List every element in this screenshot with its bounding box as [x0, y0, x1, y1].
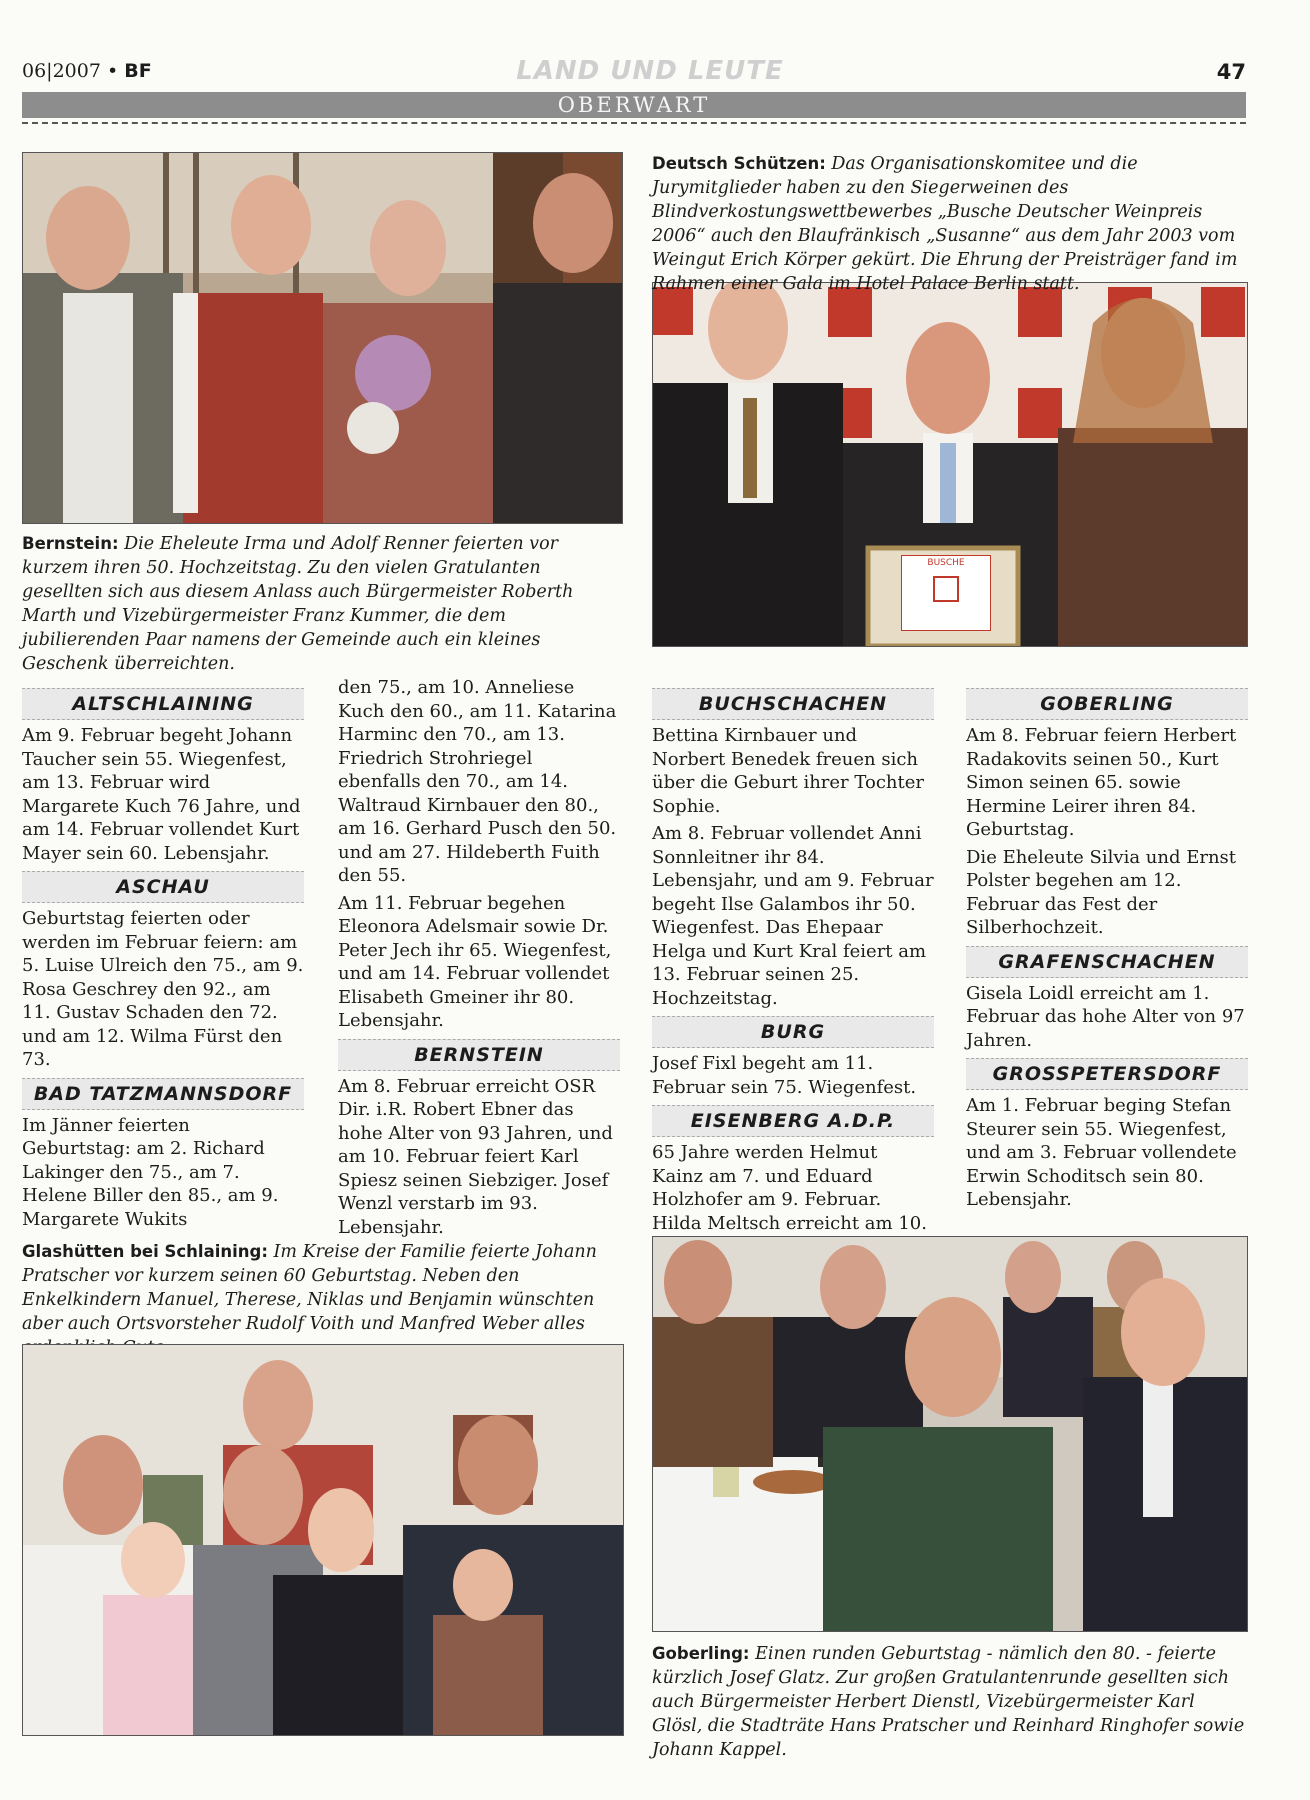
caption-text: Im Kreise der Familie feierte Johann Pratscher vor kurzem seinen 60 Geburtstag. Neben den Enkelkindern Manuel, Therese, Niklas und Benjamin wünschten aber auch Ortsvorsteher Rudolf Voith und Manfred Weber alles	[22, 1242, 597, 1334]
section-text-burg: Josef Fixl begeht am 11. Februar sein 75. Wiegenfest.	[652, 1053, 917, 1098]
section-text-bad-tatzmannsdorf-a: Im Jänner feierten Geburtstag: am 2. Richard Lakinger den 75., am 7. Helene Biller den 85., am 9. Margarete Wukits	[22, 1114, 279, 1230]
section-heading-buchschachen: BUCHSCHACHEN	[652, 688, 934, 720]
caption-text: Das Organisationskomitee und die Jurymitglieder haben zu den Siegerweinen des Blindverkostungswettbewerbes „Busche Deutscher Weinpreis 2006“ auch den Blaufränkisch „Susanne“ aus dem Jahr 2003 vom Weingut Erich Körper gekürt. Die Ehrung der Preisträger fand im Rahmen einer Gala im Hotel Palace Berlin statt.	[652, 154, 1238, 294]
caption-glashuetten	[22, 1240, 626, 1360]
photo-glashuetten-family	[22, 1344, 624, 1736]
caption-location: Bernstein:	[22, 534, 119, 553]
photo-bernstein-couple-image	[23, 153, 622, 523]
section-heading-bernstein: BERNSTEIN	[338, 1039, 620, 1071]
caption-location: Goberling:	[652, 1644, 750, 1663]
column-1	[22, 682, 304, 1235]
section-text-bad-tatzmannsdorf-b: den 75., am 10. Anneliese Kuch den 60., am 11. Katarina Harminc den 70., am 13. Friedrich Strohriegel ebenfalls den 70., am 14. Waltraud Kirnbauer den 80., am 16. Gerhard Pusch den 50. und am 27. Hildeberth Fuith den 55.	[338, 677, 617, 886]
section-heading-goberling: GOBERLING	[966, 688, 1248, 720]
caption-text: Die Eheleute Irma und Adolf Renner feierten vor kurzem ihren 50. Hochzeitstag. Zu den vielen Gratulanten gesellten sich aus diesem Anlass auch Bürgermeister Roberth Marth und Vizebürgermeister Franz Kummer, die dem jubilierenden Paar namens der Gemeinde auch ein kleines Geschenk überreichten.	[22, 534, 574, 674]
photo-goberling-group-image	[653, 1237, 1247, 1631]
section-text-altschlaining: Am 9. Februar begeht Johann Taucher sein 55. Wiegenfest, am 13. Februar wird Margarete Kuch 76 Jahre, und am 14. Februar vollendet Kurt Mayer sein 60. Lebensjahr.	[22, 725, 301, 864]
section-heading-burg: BURG	[652, 1016, 934, 1048]
section-heading-grosspetersdorf: GROSSPETERSDORF	[966, 1058, 1248, 1090]
magazine-name: BF	[124, 60, 152, 82]
section-text-bernstein: Am 8. Februar erreicht OSR Dir. i.R. Robert Ebner das hohe Alter von 93 Jahren, und am 10. Februar feiert Karl Spiesz seinen Siebziger. Josef Wenzl verstarb im 93. Lebensjahr.	[338, 1075, 613, 1238]
photo-bernstein-couple	[22, 152, 623, 524]
section-heading-aschau: ASCHAU	[22, 871, 304, 903]
caption-goberling	[652, 1642, 1246, 1762]
section-text-aschau: Geburtstag feierten oder werden im Februar feiern: am 5. Luise Ulreich den 75., am 9. Rosa Geschrey den 92., am 11. Gustav Schaden den 72. und am 12. Wilma Fürst den 73.	[22, 908, 304, 1070]
caption-bernstein	[22, 532, 622, 676]
section-text-grafenschachen: Gisela Loidl erreicht am 1. Februar das hohe Alter von 97 Jahren.	[966, 982, 1245, 1051]
issue-label	[22, 60, 152, 82]
busche-certificate-logo	[901, 555, 991, 631]
column-3	[652, 682, 934, 1263]
page-number: 47	[1216, 60, 1246, 84]
region-title: OBERWART	[557, 93, 711, 117]
caption-deutsch-schuetzen	[652, 152, 1246, 296]
busche-logo-mark	[933, 576, 959, 602]
section-text-bad-tatzmannsdorf-c: Am 11. Februar begehen Eleonora Adelsmair sowie Dr. Peter Jech ihr 65. Wiegenfest, und am 14. Februar vollendet Elisabeth Gmeiner ihr 80. Lebensjahr.	[338, 892, 612, 1031]
section-text-grosspetersdorf: Am 1. Februar beging Stefan Steurer sein 55. Wiegenfest, und am 3. Februar vollendete Erwin Schoditsch sein 80. Lebensjahr.	[966, 1095, 1237, 1210]
column-2	[338, 676, 620, 1243]
photo-glashuetten-family-image	[23, 1345, 623, 1735]
caption-location: Deutsch Schützen:	[652, 154, 826, 173]
section-heading-grafenschachen: GRAFENSCHACHEN	[966, 946, 1248, 978]
section-text-eisenberg: 65 Jahre werden Helmut Kainz am 7. und Eduard Holzhofer am 9. Februar. Hilda Meltsch erreicht am 10.	[652, 1142, 927, 1234]
caption-text: Einen runden Geburtstag - nämlich den 80. - feierte kürzlich Josef Glatz. Zur großen Gratulantenrunde gesellten sich auch Bürgermeister Herbert Dienstl, Vizebürgermeister Karl Glösl, die Stadträte Hans Pratscher und Reinhard Ringhofer sowie Johann Kappel.	[652, 1644, 1245, 1760]
caption-location: Glashütten bei Schlaining:	[22, 1242, 268, 1261]
issue-number: 06|2007 •	[22, 60, 125, 82]
photo-goberling-group	[652, 1236, 1248, 1632]
section-text-goberling-b: Die Eheleute Silvia und Ernst Polster begehen am 12. Februar das Fest der Silberhochzeit.	[966, 846, 1237, 938]
section-text-buchschachen-b: Am 8. Februar vollendet Anni Sonnleitner ihr 84. Lebensjahr, und am 9. Februar begeht Ilse Galambos ihr 50. Wiegenfest. Das Ehepaar Helga und Kurt Kral feiert am 13. Februar seinen 25. Hochzeitstag.	[652, 823, 934, 1009]
section-heading-bad-tatzmannsdorf: BAD TATZMANNSDORF	[22, 1078, 304, 1110]
section-text-goberling-a: Am 8. Februar feiern Herbert Radakovits seinen 50., Kurt Simon seinen 65. sowie Hermine Leirer ihren 84. Geburtstag.	[966, 725, 1237, 840]
column-4	[966, 682, 1248, 1216]
header-divider	[22, 122, 1246, 124]
busche-logo-text: BUSCHE	[927, 558, 965, 568]
photo-deutsch-schuetzen	[652, 282, 1248, 647]
region-bar	[22, 92, 1246, 118]
section-text-buchschachen-a: Bettina Kirnbauer und Norbert Benedek freuen sich über die Geburt ihrer Tochter Sophie.	[652, 725, 924, 817]
section-heading-altschlaining: ALTSCHLAINING	[22, 688, 304, 720]
section-title: LAND UND LEUTE	[516, 56, 784, 86]
section-heading-eisenberg: EISENBERG A.D.P.	[652, 1105, 934, 1137]
